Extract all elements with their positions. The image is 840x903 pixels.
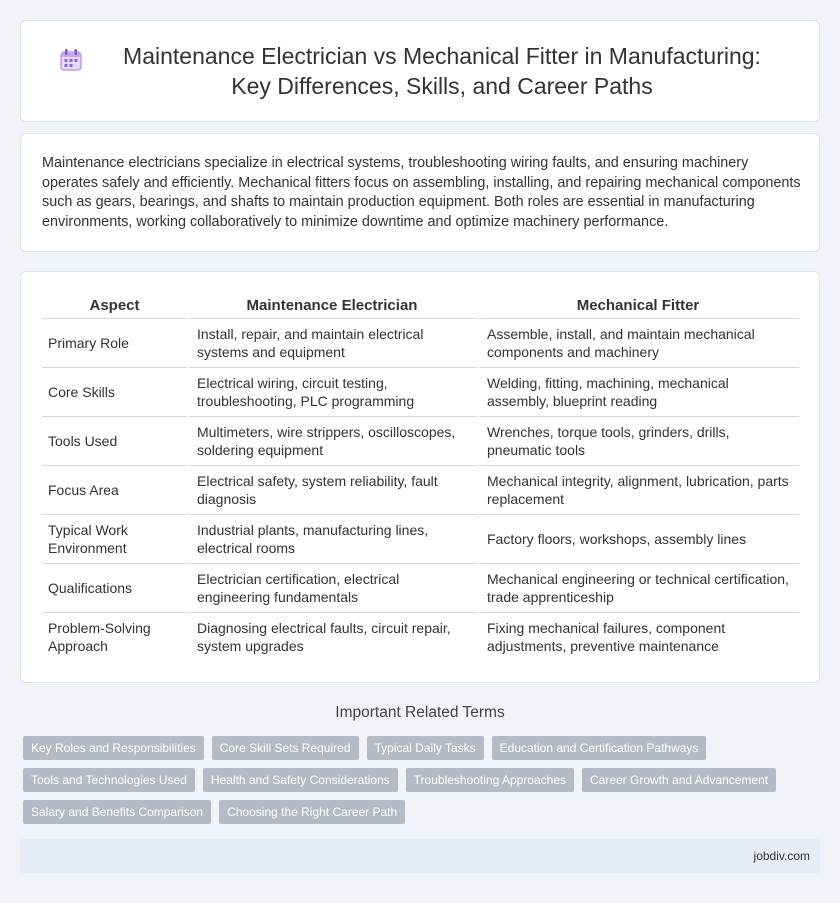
related-term-tag[interactable]: Career Growth and Advancement [582,768,776,792]
aspect-cell: Core Skills [42,367,187,416]
header-card [20,20,820,122]
header-maintenance-electrician: Maintenance Electrician [246,297,418,314]
related-term-tag[interactable]: Choosing the Right Career Path [219,800,405,824]
related-term-tag[interactable]: Tools and Technologies Used [23,768,195,792]
electrician-cell: Electrical safety, system reliability, fault diagnosis [187,465,477,514]
electrician-cell: Multimeters, wire strippers, oscilloscopes, soldering equipment [187,416,477,465]
table-header-row [42,297,799,318]
comparison-table [42,297,799,661]
electrician-cell: Install, repair, and maintain electrical systems and equipment [187,318,477,367]
intro-paragraph: Maintenance electricians specialize in electrical systems, troubleshooting wiring faults, and ensuring machinery operates safely and efficiently. Mechanical fitters focus on assembling, installing, and repairing mechanical components such as gears, bearings, and shafts to maintain production equipment. Both roles are essential in manufacturing environments, working collaboratively to minimize downtime and optimize machinery performance. [42,155,801,230]
related-terms-tags [23,736,803,824]
aspect-cell: Qualifications [42,563,187,612]
aspect-cell: Primary Role [42,318,187,367]
related-term-tag[interactable]: Education and Certification Pathways [492,736,707,760]
aspect-cell: Tools Used [42,416,187,465]
related-term-tag[interactable]: Key Roles and Responsibilities [23,736,204,760]
fitter-cell: Factory floors, workshops, assembly lines [477,514,799,563]
table-row [42,318,799,367]
calendar-icon [58,47,84,73]
fitter-cell: Mechanical integrity, alignment, lubrication, parts replacement [477,465,799,514]
related-term-tag[interactable]: Core Skill Sets Required [212,736,359,760]
footer-site-link[interactable]: jobdiv.com [753,849,810,863]
related-terms-title: Important Related Terms [335,704,505,721]
table-row [42,563,799,612]
related-term-tag[interactable]: Salary and Benefits Comparison [23,800,211,824]
fitter-cell: Fixing mechanical failures, component adjustments, preventive maintenance [477,612,799,661]
fitter-cell: Mechanical engineering or technical certification, trade apprenticeship [477,563,799,612]
related-term-tag[interactable]: Typical Daily Tasks [367,736,484,760]
header-mechanical-fitter: Mechanical Fitter [576,297,700,314]
electrician-cell: Diagnosing electrical faults, circuit repair, system upgrades [187,612,477,661]
related-term-tag[interactable]: Health and Safety Considerations [203,768,398,792]
table-row [42,612,799,661]
intro-card [20,133,820,252]
table-row [42,416,799,465]
table-row [42,514,799,563]
related-term-tag[interactable]: Troubleshooting Approaches [406,768,574,792]
fitter-cell: Welding, fitting, machining, mechanical assembly, blueprint reading [477,367,799,416]
page-title: Maintenance Electrician vs Mechanical Fitter in Manufacturing: Key Differences, Skills, and Career Paths [123,43,761,99]
fitter-cell: Wrenches, torque tools, grinders, drills, pneumatic tools [477,416,799,465]
fitter-cell: Assemble, install, and maintain mechanical components and machinery [477,318,799,367]
electrician-cell: Electrician certification, electrical engineering fundamentals [187,563,477,612]
aspect-cell: Typical Work Environment [42,514,187,563]
electrician-cell: Electrical wiring, circuit testing, troubleshooting, PLC programming [187,367,477,416]
aspect-cell: Focus Area [42,465,187,514]
header-aspect: Aspect [89,297,140,314]
table-row [42,465,799,514]
table-row [42,367,799,416]
footer [20,839,820,873]
electrician-cell: Industrial plants, manufacturing lines, electrical rooms [187,514,477,563]
aspect-cell: Problem-Solving Approach [42,612,187,661]
comparison-card [20,271,820,683]
